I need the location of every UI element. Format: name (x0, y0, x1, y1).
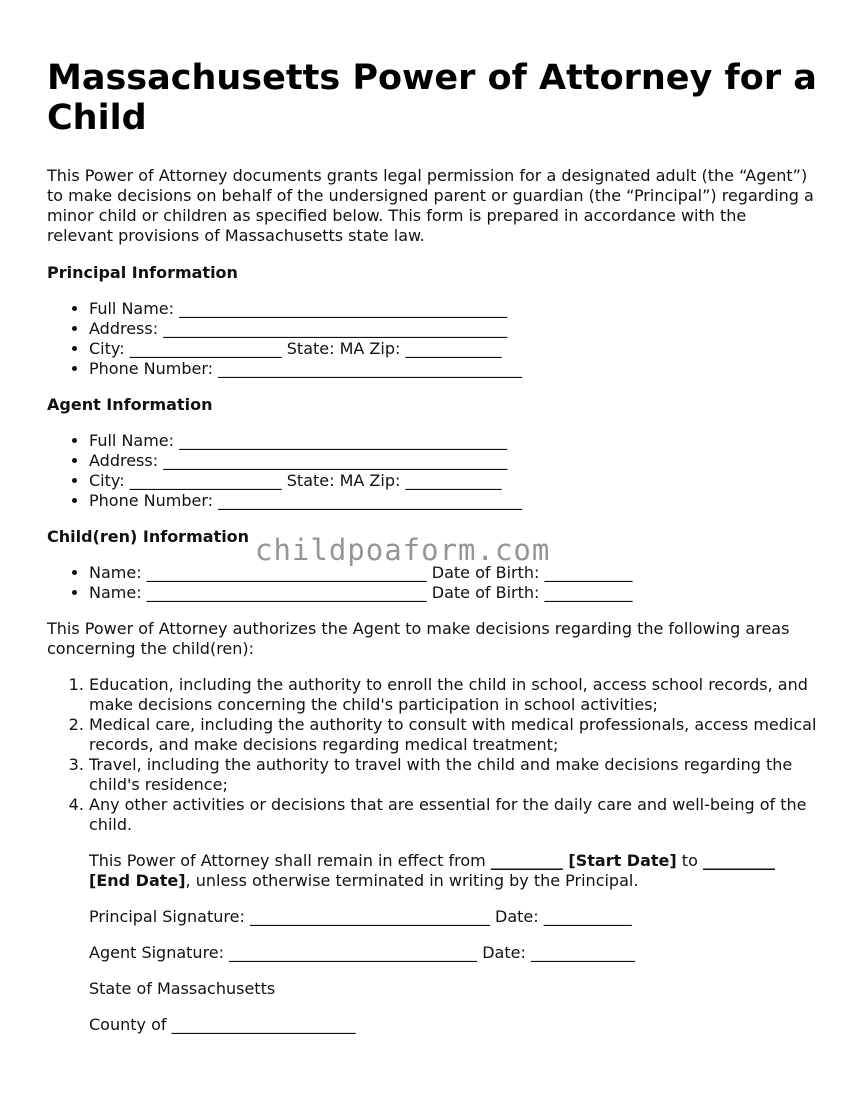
document-page (47, 58, 817, 1035)
county-line: County of _______________________ (89, 1015, 356, 1034)
watermark: childpoaform.com (255, 533, 551, 567)
power-item: 3. Travel, including the authority to travel with the child and make decisions regarding the child's residence; (89, 755, 817, 795)
agent-signature-line: Agent Signature: _______________________________ Date: _____________ (89, 943, 635, 962)
intro-paragraph: This Power of Attorney documents grants legal permission for a designated adult (the “Agent”) to make decisions on behalf of the undersigned parent or guardian (the “Principal”) regarding a minor child or children as specified below. This form is prepared in accordance with the relevant provisions of Massachusetts state law. (47, 166, 814, 245)
agent-list (47, 431, 817, 511)
children-list (47, 563, 817, 603)
power-item: 1. Education, including the authority to enroll the child in school, access school records, and make decisions concerning the child's participation in school activities; (89, 675, 817, 715)
authorization-paragraph: This Power of Attorney authorizes the Agent to make decisions regarding the following areas concerning the child(ren): (47, 619, 790, 658)
powers-list (47, 675, 817, 835)
effect-middle: to (676, 851, 703, 870)
agent-address: • Address: ___________________________________________ (89, 451, 817, 471)
child-item: • Name: ___________________________________ Date of Birth: ___________ (89, 583, 817, 603)
principal-address: • Address: ___________________________________________ (89, 319, 817, 339)
child-item: • Name: ___________________________________ Date of Birth: ___________ (89, 563, 817, 583)
effect-paragraph (89, 851, 817, 891)
end-date-label: [End Date] (89, 871, 186, 890)
principal-heading: Principal Information (47, 263, 238, 282)
principal-phone: • Phone Number: ______________________________________ (89, 359, 817, 379)
children-heading: Child(ren) Information (47, 527, 250, 546)
power-item: 2. Medical care, including the authority to consult with medical professionals, access medical records, and make decisions regarding medical treatment; (89, 715, 817, 755)
agent-phone: • Phone Number: ______________________________________ (89, 491, 817, 511)
agent-city-state-zip: • City: ___________________ State: MA Zip: ____________ (89, 471, 817, 491)
principal-list (47, 299, 817, 379)
state-line: State of Massachusetts (89, 979, 276, 998)
principal-full-name: • Full Name: _________________________________________ (89, 299, 817, 319)
principal-signature-line: Principal Signature: ______________________________ Date: ___________ (89, 907, 632, 926)
effect-suffix: , unless otherwise terminated in writing by the Principal. (185, 871, 639, 890)
end-date-blank: _________ (702, 851, 775, 870)
start-date-blank: _________ (490, 851, 563, 870)
principal-city-state-zip: • City: ___________________ State: MA Zip: ____________ (89, 339, 817, 359)
effect-prefix: This Power of Attorney shall remain in effect from (89, 851, 491, 870)
agent-heading: Agent Information (47, 395, 213, 414)
power-item: 4. Any other activities or decisions that are essential for the daily care and well-being of the child. (89, 795, 817, 835)
document-title: Massachusetts Power of Attorney for a Child (47, 58, 817, 138)
agent-full-name: • Full Name: _________________________________________ (89, 431, 817, 451)
signature-block (47, 851, 817, 1035)
start-date-label: [Start Date] (562, 851, 677, 870)
